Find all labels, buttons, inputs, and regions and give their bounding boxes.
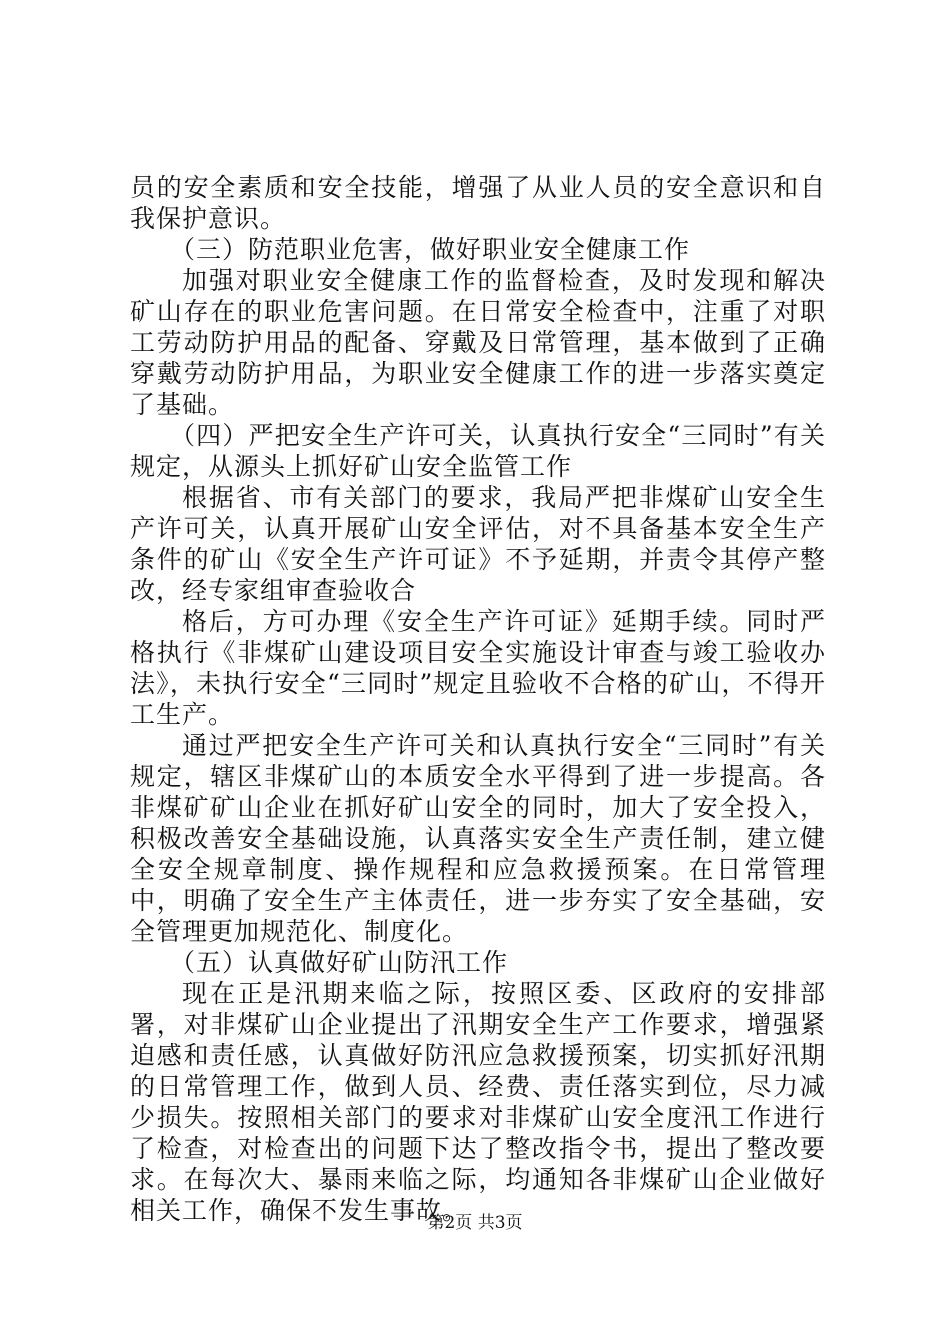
paragraph: 格后，方可办理《安全生产许可证》延期手续。同时严格执行《非煤矿山建设项目安全实施设计审查与竣工验收办法》，未执行安全“三同时”规定且验收不合格的矿山，不得开工生产。: [130, 607, 826, 729]
paragraph-continuation: 员的安全素质和安全技能，增强了从业人员的安全意识和自我保护意识。: [130, 173, 826, 233]
paragraph: 加强对职业安全健康工作的监督检查，及时发现和解决矿山存在的职业危害问题。在日常安全检查中，注重了对职工劳动防护用品的配备、穿戴及日常管理，基本做到了正确穿戴劳动防护用品，为职业安全健康工作的进一步落实奠定了基础。: [130, 266, 826, 419]
paragraph: 通过严把安全生产许可关和认真执行安全“三同时”有关规定，辖区非煤矿山的本质安全水平得到了进一步提高。各非煤矿矿山企业在抓好矿山安全的同时，加大了安全投入，积极改善安全基础设施，认真落实安全生产责任制，建立健全安全规章制度、操作规程和应急救援预案。在日常管理中，明确了安全生产主体责任，进一步夯实了安全基础，安全管理更加规范化、制度化。: [130, 731, 826, 946]
paragraph: 现在正是汛期来临之际，按照区委、区政府的安排部署，对非煤矿山企业提出了汛期安全生产工作要求，增强紧迫感和责任感，认真做好防汛应急救援预案，切实抓好汛期的日常管理工作，做到人员、经费、责任落实到位，尽力减少损失。按照相关部门的要求对非煤矿山安全度汛工作进行了检查，对检查出的问题下达了整改指令书，提出了整改要求。在每次大、暴雨来临之际，均通知各非煤矿山企业做好相关工作，确保不发生事故。: [130, 979, 826, 1225]
section-heading-3: （三）防范职业危害，做好职业安全健康工作: [170, 235, 691, 264]
paragraph: 根据省、市有关部门的要求，我局严把非煤矿山安全生产许可关，认真开展矿山安全评估，对不具备基本安全生产条件的矿山《安全生产许可证》不予延期，并责令其停产整改，经专家组审查验收合: [130, 483, 826, 605]
section-heading-4: （四）严把安全生产许可关，认真执行安全“三同时”有关规定，从源头上抓好矿山安全监管工作: [130, 421, 826, 481]
document-body: [130, 172, 826, 1226]
section-heading-5: （五）认真做好矿山防汛工作: [170, 948, 509, 977]
page-number-footer: 第2页 共3页: [427, 1213, 523, 1233]
